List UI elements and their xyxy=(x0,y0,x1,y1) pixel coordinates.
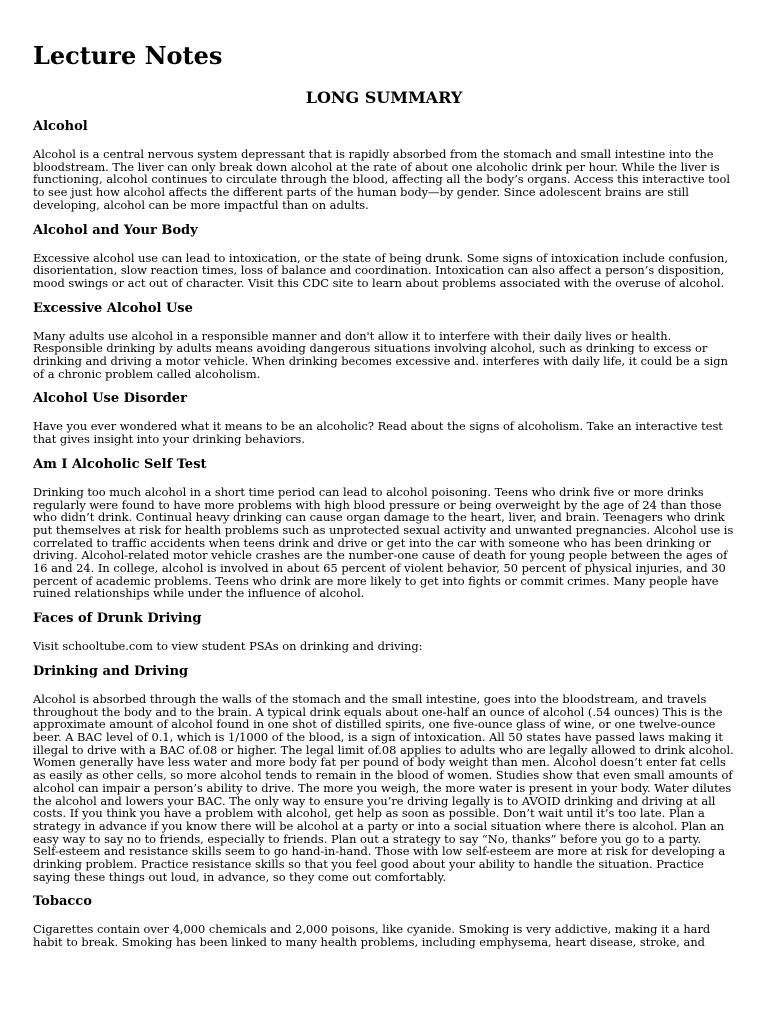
section-body-driving-1: Alcohol is absorbed through the walls of the stomach and the small intestine, goes into the bloodstream, and travels throughout the body and to the brain. A typical drink equals about one-half an ounce of alcohol (.54 ounces) This is the approximate amount of alcohol found in one shot of distilled spirits, one five-ounce glass of wine, or one twelve-ounce beer. A BAC level of 0.1, which is 1/1000 of the blood, is a sign of intoxication. All 50 states have passed laws making it illegal to drive with a BAC of.08 or higher. The legal limit of.08 applies to adults who are legally allowed to drink alcohol. xyxy=(33,691,734,757)
section-heading-tobacco: Tobacco xyxy=(33,894,92,910)
section-body-disorder: Have you ever wondered what it means to be an alcoholic? Read about the signs of alcoholism. Take an interactive test that gives insight into your drinking behaviors. xyxy=(33,419,723,447)
section-body-driving-2: Women generally have less water and more body fat per pound of body weight than men. Alcohol doesn’t enter fat cells as easily as other cells, so more alcohol tends to remain in the blood of women. Studies show that even small amounts of alcohol can impair a person’s ability to drive. The more you weigh, the more water is present in your body. Water dilutes the alcohol and lowers your BAC. The only way to ensure you’re driving legally is to AVOID drinking and driving at all costs. If you think you have a problem with alcohol, get help as soon as possible. Don’t wait until it’s too late. Plan a strategy in advance if you know there will be alcohol at a party or into a social situation where there is alcohol. Plan an easy way to say no to friends, especially to friends. Plan out a strategy to say “No, thanks” before you go to a party. xyxy=(33,755,733,846)
section-body-tobacco: Cigarettes contain over 4,000 chemicals and 2,000 poisons, like cyanide. Smoking is very addictive, making it a hard habit to break. Smoking has been linked to many health problems, including emphysema, heart disease, stroke, and xyxy=(33,922,711,950)
section-heading-excessive: Excessive Alcohol Use xyxy=(33,300,193,316)
section-body-alcohol: Alcohol is a central nervous system depressant that is rapidly absorbed from the stomach and small intestine into the bloodstream. The liver can only break down alcohol at the rate of about one alcoholic drink per hour. While the liver is functioning, alcohol continues to circulate through the blood, affecting all the body’s organs. Access this interactive tool to see just how alcohol affects the different parts of the human body—by gender. Since adolescent brains are still developing, alcohol can be more impactful than on adults. xyxy=(33,147,731,212)
section-heading-self-test: Am I Alcoholic Self Test xyxy=(33,456,207,472)
section-body-excessive: Many adults use alcohol in a responsible manner and don't allow it to interfere with their daily lives or health. Responsible drinking by adults means avoiding dangerous situations involving alcohol, such as drinking to excess or drinking and driving a motor vehicle. When drinking becomes excessive and. interferes with daily life, it could be a sign of a chronic problem called alcoholism. xyxy=(33,328,728,381)
section-heading-your-body: Alcohol and Your Body xyxy=(33,222,198,238)
section-heading-disorder: Alcohol Use Disorder xyxy=(33,391,187,407)
section-heading-faces: Faces of Drunk Driving xyxy=(33,611,202,627)
section-heading-alcohol: Alcohol xyxy=(33,119,88,134)
page-title: Lecture Notes xyxy=(33,41,223,70)
section-heading-driving: Drinking and Driving xyxy=(33,663,189,679)
section-body-faces: Visit schooltube.com to view student PSAs on drinking and driving: xyxy=(33,639,423,654)
section-body-your-body: Excessive alcohol use can lead to intoxication, or the state of being drunk. Some signs of intoxication include confusion, disorientation, slow reaction times, loss of balance and coordination. Intoxication can also affect a person’s disposition, mood swings or act out of character. Visit this CDC site to learn about problems associated with the overuse of alcohol. xyxy=(33,250,728,290)
section-body-self-test: Drinking too much alcohol in a short time period can lead to alcohol poisoning. Teens who drink five or more drinks regularly were found to have more problems with high blood pressure or being overweight by the age of 24 than those who didn’t drink. Continual heavy drinking can cause organ damage to the heart, liver, and brain. Teenagers who drink put themselves at risk for health problems such as unprotected sexual activity and unwanted pregnancies. Alcohol use is correlated to traffic accidents when teens drink and drive or get into the car with someone who has been drinking or driving. Alcohol-related motor vehicle crashes are the number-one cause of death for young people between the ages of 16 and 24. In college, alcohol is involved in about 65 percent of violent behavior, 50 percent of physical injuries, and 30 percent of academic problems. Teens who drink are more likely to get into fights or commit crimes. Many people have ruined relationships while under the influence of alcohol. xyxy=(33,484,734,601)
page-subtitle: LONG SUMMARY xyxy=(305,88,463,107)
section-body-driving-3: Self-esteem and resistance skills seem to go hand-in-hand. Those with low self-esteem are more at risk for developing a drinking problem. Practice resistance skills so that you feel good about your ability to handle the situation. Practice saying these things out loud, in advance, so they come out comfortably. xyxy=(33,844,726,884)
